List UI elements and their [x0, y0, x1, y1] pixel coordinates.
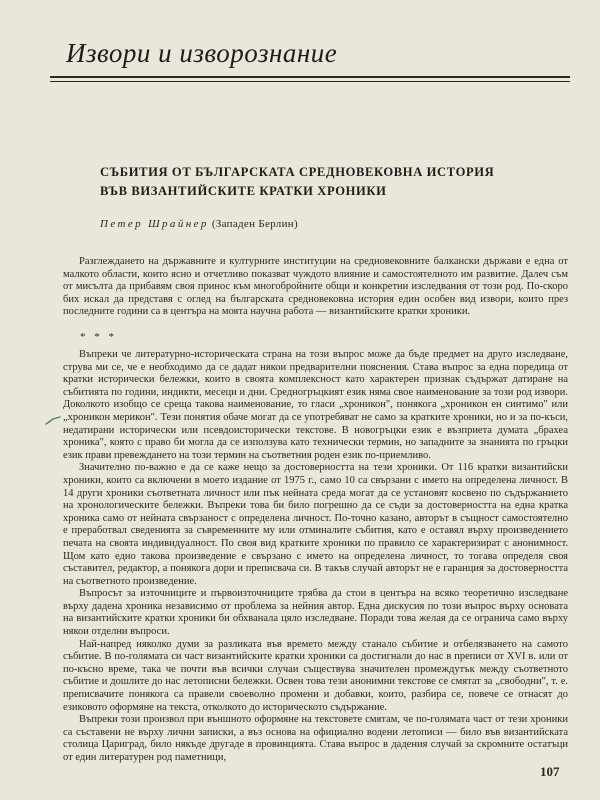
- header-rule-thin: [50, 81, 570, 82]
- article-title-line-2: ВЪВ ВИЗАНТИЙСКИТЕ КРАТКИ ХРОНИКИ: [100, 184, 387, 198]
- article-title-line-1: СЪБИТИЯ ОТ БЪЛГАРСКАТА СРЕДНОВЕКОВНА ИСТОРИЯ: [100, 165, 495, 179]
- paragraph: Значително по-важно е да се каже нещо за достоверността на тези хроники. От 116 кратки византийски хроники, които са включени в моето издание от 1975 г., само 10 са свързани с името на определена личност. В 14 други хроники съответната личност или пък нейната среда могат да се установят косвено по съдържанието на хронологическите бележки. Въпреки това би било погрешно да се съди за достоверността на една кратка хроника само от нейната свързаност с определена личност. По-точно казано, авторът в същност самостоятелно е преработвал сведенията за съвременните му или отминалите събития, като е оставял върху произведението печата на своята индивидуалност. По своя вид кратките хроники по правило се характеризират с анонимност. Щом като едно такова произведение е свързано с името на определена личност, то тогава определя своя съставител, редактор, а понякога дори и преписвача си. В такъв случай авторът не е гаранция за достоверността на съответното произведение.: [63, 462, 568, 587]
- author-line: [100, 218, 298, 230]
- article-title: [100, 163, 580, 201]
- section-separator: * * *: [80, 331, 117, 343]
- main-text: [63, 349, 568, 765]
- section-title: Извори и изворознание: [66, 38, 338, 68]
- paragraph: Въпросът за източниците и първоизточниците трябва да стои в центъра на всяко теоретично изследване върху дадена хроника независимо от проблема за нейния автор. Една дискусия по този въпрос върху основата на византийските кратки хроники би обхванала цяло изследване. Поради това желая да се огранича само върху някои отделни въпроси.: [63, 588, 568, 638]
- author-name: Петер Шрайнер: [100, 218, 209, 230]
- paragraph: Въпреки че литературно-историческата страна на този въпрос може да бъде предмет на друго изследване, струва ми се, че е необходимо да се дадат някои предварителни пояснения. Става въпрос за една поредица от кратки исторически бележки, които в своята комплексност като характерен признак съдържат датиране на събитията по години, индикти, месеци и дни. Среднoгръцкият език няма свое наименование за този род извори. Доколкото изобщо се среща такова наименование, то гласи „хроникон", понякога „хроникон ен синтимо" или „хроникон мерикон". Тези понятия обаче могат да се употребяват не само за кратките хроники, но и за по-къси, недатирани исторически или псевдоисторически текстове. В новогръцки език е възприета думата „брахеа хроника", която с право би могла да се използува като технически термин, но западните за знанията по гръцки език прави превеждането на този термин на съответния роден език по-приемливо.: [63, 349, 568, 461]
- author-place: (Западен Берлин): [211, 218, 298, 230]
- paragraph: Въпреки този произвол при външното оформяне на текстовете смятам, че по-голямата част от тези хроники са съставени не върху лични записки, а въз основа на официално водени летописи — било във византийската столица Цариград, било някъде другаде в провинцията. Става въпрос в дадения случай за скромните остатъци от един литературен род паметници,: [63, 714, 568, 763]
- paragraph: Най-напред няколко думи за разликата във времето между станало събитие и отбелязването на самото събитие. В по-голямата си част византийските кратки хроники са достигнали до нас в преписи от XVI в. или от по-късно време, така че почти във всички случаи съществува значителен промеждутък между съответното събитие и дошлите до нас летописни бележки. Освен това тези анонимни текстове се смятат за „свободни", т. е. преписвачите понякога са правели своеволно промени и добавки, които, разбира се, повече се отнасят до езиковото оформяне на текста, отколкото до историческото съдържание.: [63, 638, 568, 713]
- page-number: 107: [540, 764, 560, 779]
- intro-paragraph-text: Разглеждането на държавните и културните институции на средновековните балкански държави е една от малкото области, които ясно и отчетливо показват чуждото влияние и самостоятелното им развитие. Далеч съм от мисълта да прибавям своя принос към многобройните общи и конкретни изследвания от този род. По-скоро бих искал да представя с оглед на българската средновековна история един особен вид извори, които през последните години са в центъра на моята научна работа — византийските кратки хроники.: [63, 256, 568, 318]
- header-rule-thick: [50, 76, 570, 78]
- margin-pen-mark-icon: [44, 415, 62, 427]
- intro-paragraph: [63, 256, 568, 319]
